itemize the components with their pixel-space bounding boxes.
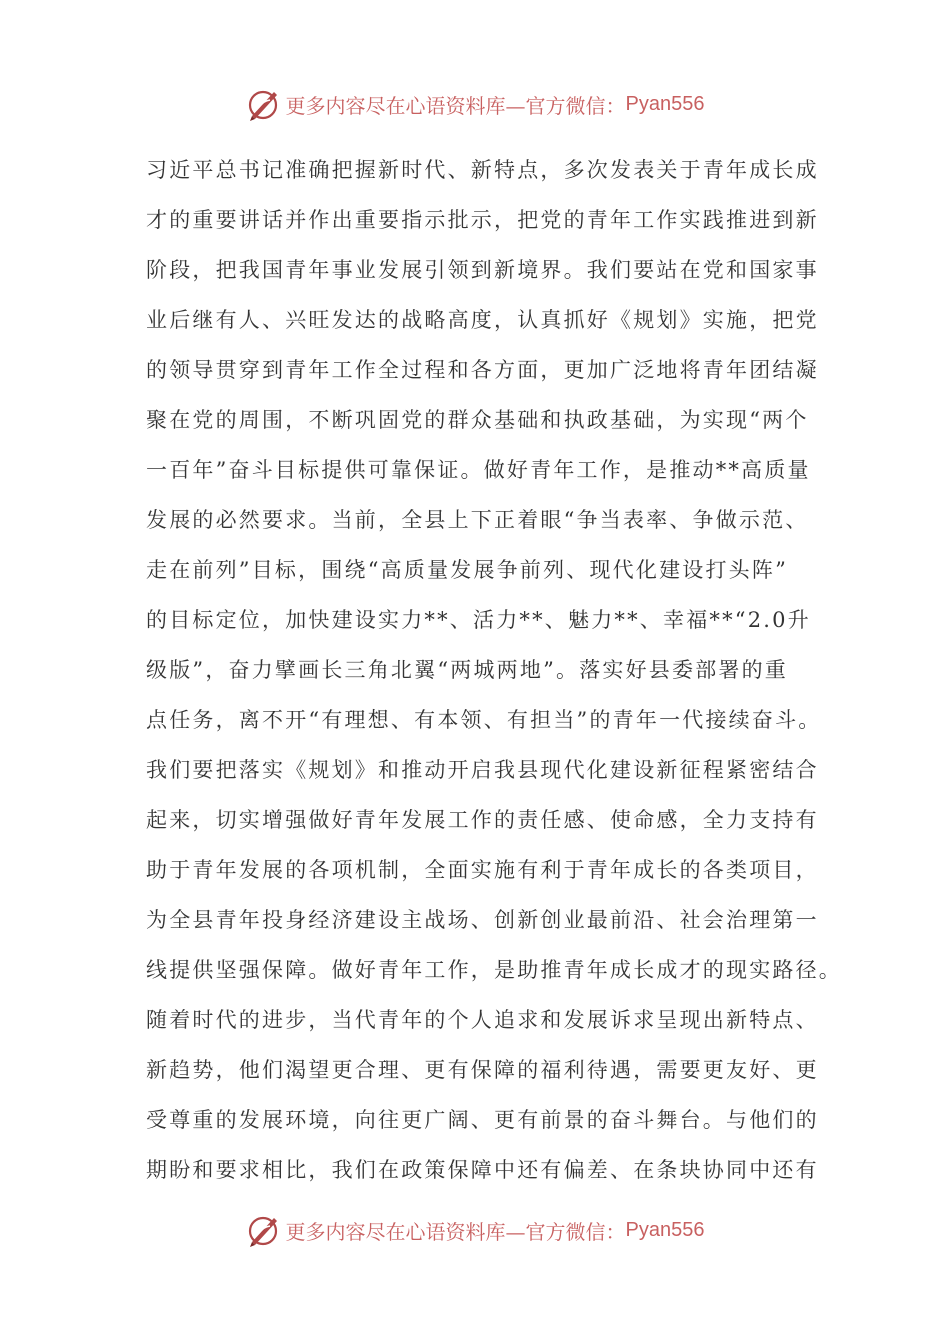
body-line: 阶段，把我国青年事业发展引领到新境界。我们要站在党和国家事: [146, 258, 819, 282]
footer-watermark-text: 更多内容尽在心语资料库—官方微信：: [285, 1219, 626, 1244]
body-line: 起来，切实增强做好青年发展工作的责任感、使命感，全力支持有: [146, 808, 819, 832]
header-watermark-id: Pyan556: [625, 92, 705, 115]
body-line: 为全县青年投身经济建设主战场、创新创业最前沿、社会治理第一: [146, 908, 819, 932]
pen-logo-icon: [246, 1212, 282, 1248]
body-line: 级版”，奋力擘画长三角北翼“两城两地”。落实好县委部署的重: [146, 658, 789, 682]
body-line: 发展的必然要求。当前，全县上下正着眼“争当表率、争做示范、: [146, 508, 809, 532]
footer-watermark: [0, 1210, 950, 1250]
body-line: 一百年”奋斗目标提供可靠保证。做好青年工作，是推动**高质量: [146, 458, 811, 482]
body-line: 受尊重的发展环境，向往更广阔、更有前景的奋斗舞台。与他们的: [146, 1108, 819, 1132]
document-body: [146, 145, 842, 1195]
body-line: 随着时代的进步，当代青年的个人追求和发展诉求呈现出新特点、: [146, 1008, 819, 1032]
body-line: 线提供坚强保障。做好青年工作，是助推青年成长成才的现实路径。: [146, 958, 842, 982]
body-line: 期盼和要求相比，我们在政策保障中还有偏差、在条块协同中还有: [146, 1158, 819, 1182]
footer-watermark-id: Pyan556: [625, 1218, 705, 1241]
body-line: 习近平总书记准确把握新时代、新特点，多次发表关于青年成长成: [146, 158, 819, 182]
body-line: 走在前列”目标，围绕“高质量发展争前列、现代化建设打头阵”: [146, 558, 789, 582]
header-watermark: [0, 84, 950, 124]
body-line: 我们要把落实《规划》和推动开启我县现代化建设新征程紧密结合: [146, 758, 819, 782]
pen-logo-icon: [246, 86, 282, 122]
header-watermark-text: 更多内容尽在心语资料库—官方微信：: [285, 93, 626, 118]
body-line: 聚在党的周围，不断巩固党的群众基础和执政基础，为实现“两个: [146, 408, 809, 432]
body-line: 业后继有人、兴旺发达的战略高度，认真抓好《规划》实施，把党: [146, 308, 819, 332]
body-line: 的目标定位，加快建设实力**、活力**、魅力**、幸福**“2.0升: [146, 608, 811, 632]
body-line: 助于青年发展的各项机制，全面实施有利于青年成长的各类项目，: [146, 858, 819, 882]
body-line: 才的重要讲话并作出重要指示批示，把党的青年工作实践推进到新: [146, 208, 819, 232]
body-line: 的领导贯穿到青年工作全过程和各方面，更加广泛地将青年团结凝: [146, 358, 819, 382]
body-line: 新趋势，他们渴望更合理、更有保障的福利待遇，需要更友好、更: [146, 1058, 819, 1082]
body-line: 点任务，离不开“有理想、有本领、有担当”的青年一代接续奋斗。: [146, 708, 822, 732]
